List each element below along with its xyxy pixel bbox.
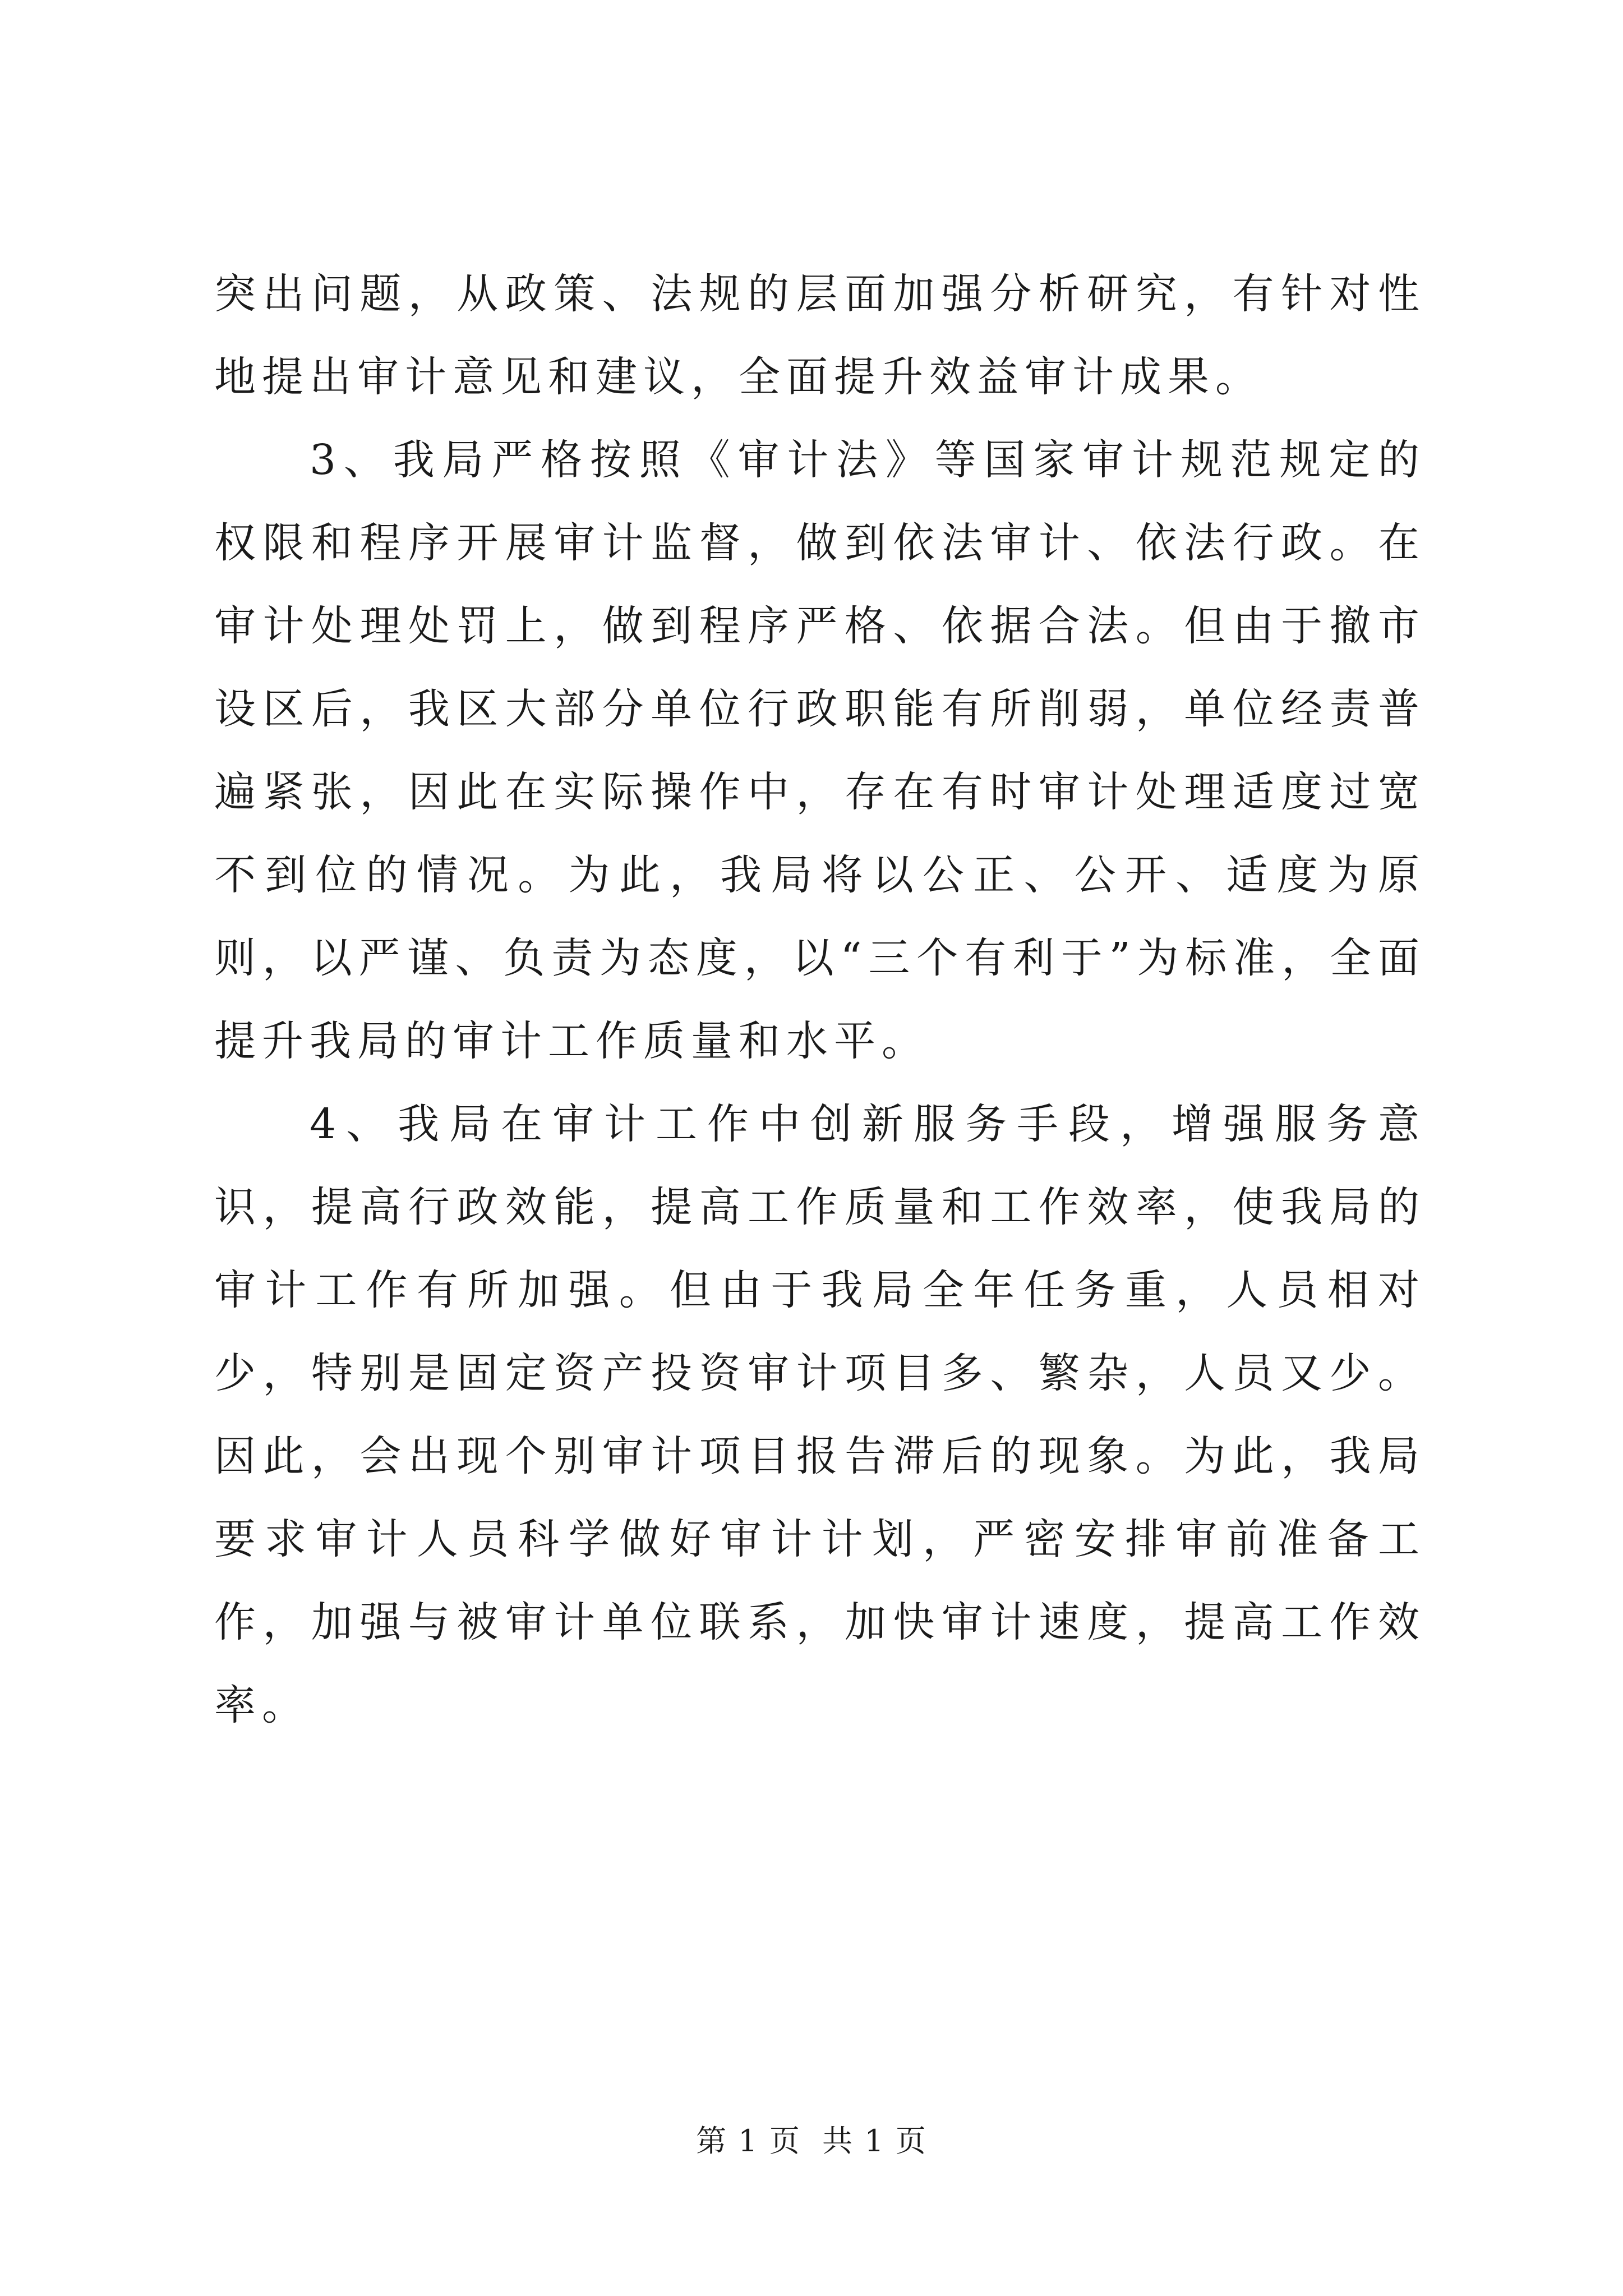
paragraph-item-4: 4、我局在审计工作中创新服务手段，增强服务意识，提高行政效能，提高工作质量和工作效率，使我局的审计工作有所加强。但由于我局全年任务重，人员相对少，特别是固定资产投资审计项目多、繁杂，人员又少。因此，会出现个别审计项目报告滞后的现象。为此，我局要求审计人员科学做好审计计划，严密安排审前准备工作，加强与被审计单位联系，加快审计速度，提高工作效率。 [214, 1100, 1426, 1729]
paragraph-item-3: 3、我局严格按照《审计法》等国家审计规范规定的权限和程序开展审计监督，做到依法审计、依法行政。在审计处理处罚上，做到程序严格、依据合法。但由于撤市设区后，我区大部分单位行政职能有所削弱，单位经责普遍紧张，因此在实际操作中，存在有时审计处理适度过宽不到位的情况。为此，我局将以公正、公开、适度为原则，以严谨、负责为态度，以“三个有利于”为标准，全面提升我局的审计工作质量和水平。 [214, 436, 1426, 1065]
page-total: 共 1 页 [822, 2123, 927, 2159]
document-body [214, 252, 1426, 1747]
paragraph-continuation: 突出问题，从政策、法规的层面加强分析研究，有针对性地提出审计意见和建议，全面提升效益审计成果。 [214, 270, 1426, 401]
page-number: 第 1 页 [696, 2123, 801, 2159]
page-footer [0, 2122, 1623, 2161]
